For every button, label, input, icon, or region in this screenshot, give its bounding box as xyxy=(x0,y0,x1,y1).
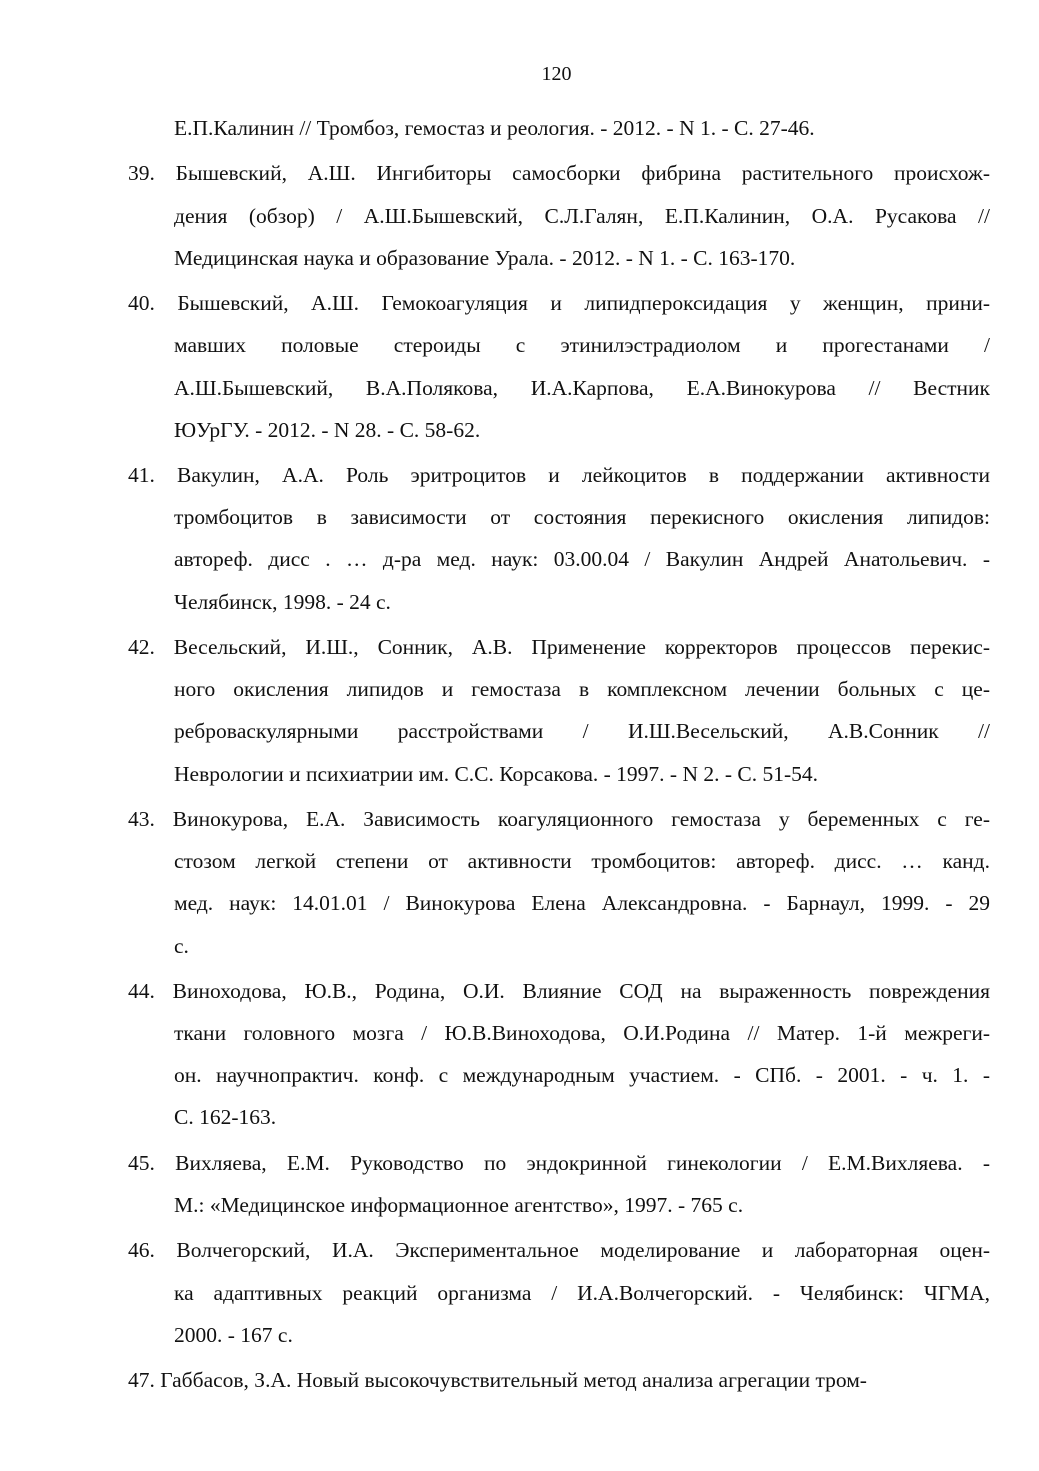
reference-continuation-line: ткани головного мозга / Ю.В.Виноходова, О.И.Родина // Матер. 1-й межреги- xyxy=(174,1021,990,1046)
reference-continuation-line: ребровaскулярными расстройствами / И.Ш.Весельский, А.В.Сонник // xyxy=(174,719,990,744)
reference-entry xyxy=(128,1359,990,1401)
reference-continuation-line: автореф. дисс . … д-ра мед. наук: 03.00.04 / Вакулин Андрей Анатольевич. - xyxy=(174,547,990,572)
reference-first-line: 41. Вакулин, А.А. Роль эритроцитов и лейкоцитов в поддержании активности xyxy=(128,463,990,488)
reference-continuation-line: А.Ш.Бышевский, В.А.Полякова, И.А.Карпова, Е.А.Винокурова // Вестник xyxy=(174,375,990,400)
reference-entry xyxy=(128,970,990,1139)
reference-entry xyxy=(128,626,990,795)
reference-continuation-line: С. 162-163. xyxy=(174,1105,277,1130)
reference-entry xyxy=(128,282,990,451)
reference-first-line: 43. Винокурова, Е.А. Зависимость коагуляционного гемостаза у беременных с ге- xyxy=(128,806,990,831)
reference-continuation-line: Медицинская наука и образование Урала. - 2012. - N 1. - С. 163-170. xyxy=(174,245,796,270)
reference-first-line: 45. Вихляева, Е.М. Руководство по эндокринной гинекологии / Е.М.Вихляева. - xyxy=(128,1150,990,1175)
reference-continuation-line: мавших половые стероиды с этинилэстрадиолом и прогестанами / xyxy=(174,333,990,358)
reference-first-line: 40. Бышевский, А.Ш. Гемокоагуляция и липидпероксидация у женщин, прини- xyxy=(128,291,990,316)
reference-entry xyxy=(128,1142,990,1226)
reference-continuation-line: Челябинск, 1998. - 24 с. xyxy=(174,589,391,614)
reference-first-line: 39. Бышевский, А.Ш. Ингибиторы самосборки фибрина растительного происхож- xyxy=(128,161,990,186)
reference-continuation-line: ЮУрГУ. - 2012. - N 28. - С. 58-62. xyxy=(174,417,481,442)
reference-continuation-line: с. xyxy=(174,933,189,958)
reference-continuation-line: тромбоцитов в зависимости от состояния перекисного окисления липидов: xyxy=(174,505,990,530)
reference-list xyxy=(128,107,990,1405)
reference-continuation-line: он. научнопрактич. конф. с международным участием. - СПб. - 2001. - ч. 1. - xyxy=(174,1063,990,1088)
reference-continuation-line: Неврологии и психиатрии им. С.С. Корсакова. - 1997. - N 2. - С. 51-54. xyxy=(174,761,819,786)
reference-continuation-line: ка адаптивных реакций организма / И.А.Волчегорский. - Челябинск: ЧГМА, xyxy=(174,1280,990,1305)
reference-continuation-line: дения (обзор) / А.Ш.Бышевский, С.Л.Галян, Е.П.Калинин, О.А. Русакова // xyxy=(174,203,990,228)
reference-first-line: 42. Весельский, И.Ш., Сонник, А.В. Применение корректоров процессов перекис- xyxy=(128,635,990,659)
reference-entry xyxy=(128,798,990,967)
page-number: 120 xyxy=(541,63,572,85)
reference-entry xyxy=(128,107,990,149)
reference-entry xyxy=(128,1229,990,1356)
reference-continuation-line: Е.П.Калинин // Тромбоз, гемостаз и реология. - 2012. - N 1. - С. 27-46. xyxy=(174,116,815,140)
reference-continuation-line: стозом легкой степени от активности тромбоцитов: автореф. дисс. … канд. xyxy=(174,849,990,874)
reference-first-line: 47. Габбасов, З.А. Новый высокочувствительный метод анализа агрегации тром- xyxy=(128,1368,867,1393)
reference-entry xyxy=(128,454,990,623)
reference-continuation-line: 2000. - 167 с. xyxy=(174,1322,293,1347)
reference-first-line: 44. Виноходова, Ю.В., Родина, О.И. Влияние СОД на выраженность повреждения xyxy=(128,978,990,1003)
reference-entry xyxy=(128,152,990,279)
reference-first-line: 46. Волчегорский, И.А. Экспериментальное моделирование и лабораторная оцен- xyxy=(128,1238,990,1263)
reference-continuation-line: мед. наук: 14.01.01 / Винокурова Елена Александровна. - Барнаул, 1999. - 29 xyxy=(174,891,990,916)
reference-continuation-line: ного окисления липидов и гемостаза в комплексном лечении больных с це- xyxy=(174,677,990,702)
reference-continuation-line: М.: «Медицинское информационное агентство», 1997. - 765 с. xyxy=(174,1193,744,1217)
